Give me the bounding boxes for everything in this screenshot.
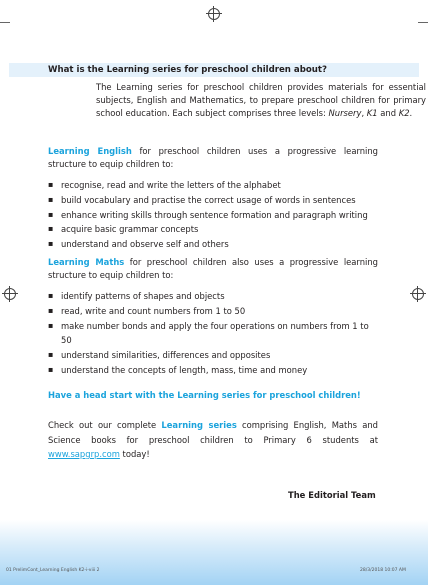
level-k1: K1 <box>366 108 378 119</box>
english-intro: Learning English for preschool children uses a progressive learning structure to equip children to: <box>48 146 379 170</box>
crop-mark-top-left <box>0 22 10 23</box>
crop-mark-top-right <box>418 22 428 23</box>
registration-mark-top <box>208 8 220 20</box>
registration-mark-left <box>4 288 16 300</box>
question-title: What is the Learning series for preschool children about? <box>48 65 327 75</box>
tagline: Have a head start with the Learning series for preschool children! <box>48 390 361 400</box>
maths-label: Learning Maths <box>48 257 125 267</box>
footer-timestamp: 28/3/2018 10:07 AM <box>360 568 406 573</box>
list-item: ▪ make number bonds and apply the four operations on numbers from 1 to 50 <box>48 319 378 349</box>
intro-paragraph: The Learning series for preschool children provides materials for essential subjects, English and Mathematics, to prepare preschool children for primary school education. Each subject comprises three levels: Nursery, K1 and K2. <box>96 82 426 119</box>
english-bullet-list <box>48 178 383 252</box>
list-item: ▪ read, write and count numbers from 1 to 50 <box>48 304 378 319</box>
series-name: Learning series <box>161 420 237 430</box>
signoff: The Editorial Team <box>288 490 376 500</box>
level-k2: K2 <box>398 108 410 119</box>
list-item: ▪ understand and observe self and others <box>48 237 383 252</box>
maths-intro: Learning Maths for preschool children also uses a progressive learning structure to equip children to: <box>48 257 378 281</box>
checkout-paragraph: Check out our complete Learning series comprising English, Maths and Science books for preschool children to Primary 6 students at www.sapgrp.com today! <box>48 420 378 459</box>
list-item: ▪ build vocabulary and practise the correct usage of words in sentences <box>48 193 383 208</box>
footer-file-slug: 01 PrelimCont_Learning English K2-i-viii 2 <box>6 568 100 573</box>
website-link[interactable]: www.sapgrp.com <box>48 449 120 459</box>
english-label: Learning English <box>48 146 132 156</box>
list-item: ▪ recognise, read and write the letters of the alphabet <box>48 178 383 193</box>
maths-bullet-list <box>48 289 378 378</box>
level-nursery: Nursery <box>328 108 362 119</box>
list-item: ▪ identify patterns of shapes and objects <box>48 289 378 304</box>
list-item: ▪ acquire basic grammar concepts <box>48 222 383 237</box>
list-item: ▪ understand similarities, differences and opposites <box>48 348 378 363</box>
registration-mark-right <box>412 288 424 300</box>
list-item: ▪ understand the concepts of length, mass, time and money <box>48 363 378 378</box>
list-item: ▪ enhance writing skills through sentence formation and paragraph writing <box>48 208 383 223</box>
footer-wave-decoration <box>0 520 428 585</box>
